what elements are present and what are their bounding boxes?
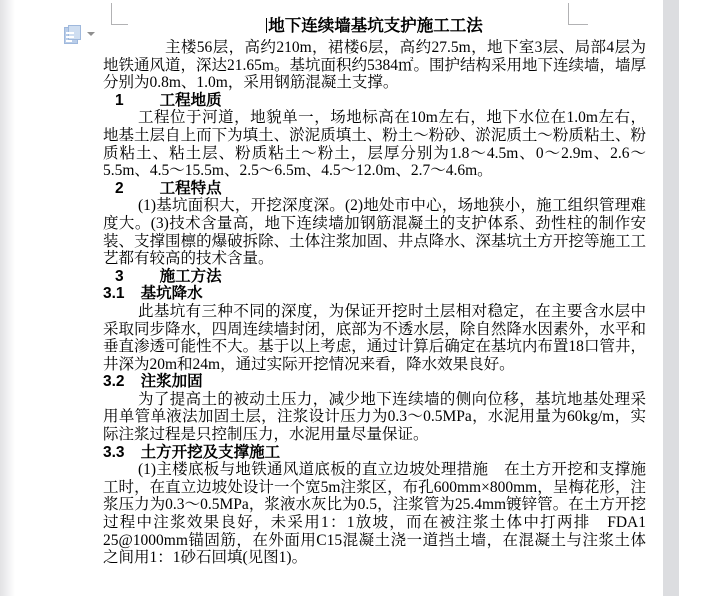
heading-number: 1 xyxy=(115,91,124,109)
paragraph-features[interactable]: (1)基坑面积大，开挖深度深。(2)地处市中心，场地狭小，施工组织管理难度大。(3)技术含量高，地下连续墙加钢筋混凝土的支护体系、劲性柱的制作安装、支撑围檩的爆破拆除、土体注浆加固、井点降水、深基坑土方开挖等施工工艺都有较高的技术含量。 xyxy=(103,197,646,268)
heading-number: 3.1 xyxy=(103,285,125,303)
paragraph-excavation[interactable]: (1)主楼底板与地铁通风道底板的直立边坡处理措施 在土方开挖和支撑施工时，在直立边坡处设计一个宽5m注浆区，布孔600mm×800mm，呈梅花形，注浆压力为0.3～0.5MPa，浆液水灰比为0.5，注浆管为25.4mm镀锌管。在土方开挖过程中注浆效果良好，未采用1：1放坡，而在被注浆土体中打两排 FDA1 25@1000mm锚固筋，在外面用C15混凝土浇一道挡土墙，在混凝土与注浆土体之间用1：1砂石回填(见图1)。 xyxy=(103,461,662,567)
heading-text: 施工方法 xyxy=(159,267,222,285)
heading-number: 3 xyxy=(115,267,124,285)
heading-number: 2 xyxy=(115,179,124,197)
heading-number: 3.3 xyxy=(103,443,125,461)
heading-text: 工程特点 xyxy=(159,179,222,197)
heading-3-2[interactable] xyxy=(103,373,646,391)
workspace-left-edge xyxy=(0,0,15,596)
document-title-text: 地下连续墙基坑支护施工工法 xyxy=(268,17,483,35)
heading-number: 3.2 xyxy=(103,373,125,391)
heading-text: 土方开挖及支撑施工 xyxy=(140,443,281,461)
paragraph-dewatering[interactable]: 此基坑有三种不同的深度，为保证开挖时土层相对稳定，在主要含水层中采取同步降水，四周连续墙封闭，底部为不透水层，除自然降水因素外，水平和垂直渗透可能性不大。基于以上考虑，通过计算后确定在基坑内布置18口管井，井深为20m和24m，通过实际开挖情况来看，降水效果良好。 xyxy=(103,302,646,373)
heading-3-3[interactable] xyxy=(103,444,646,462)
vertical-scrollbar[interactable] xyxy=(663,0,679,596)
paragraph-grouting[interactable]: 为了提高土的被动土压力，减少地下连续墙的侧向位移，基坑地基处理采用单管单液法加固土层，注浆设计压力为0.3～0.5MPa，水泥用量为60kg/m，实际注浆过程是只控制压力，水泥用量尽量保证。 xyxy=(103,390,646,444)
heading-text: 工程地质 xyxy=(159,91,222,109)
heading-text: 基坑降水 xyxy=(140,285,203,303)
dropdown-arrow-icon[interactable] xyxy=(87,32,95,36)
clipboard-paste-icon xyxy=(64,25,81,44)
paragraph-intro[interactable]: 主楼56层，高约210m，裙楼6层，高约27.5m，地下室3层、局部4层为地铁通风道，深达21.65m。基坑面积约5384㎡。围护结构采用地下连续墙，墙厚分别为0.8m、1.0m，采用钢筋混凝土支撑。 xyxy=(103,39,646,92)
heading-text: 注浆加固 xyxy=(140,373,203,391)
paste-options-button[interactable] xyxy=(64,23,100,45)
paragraph-geology[interactable]: 工程位于河道，地貌单一，场地标高在10m左右，地下水位在1.0m左右，地基土层自上而下为填土、淤泥质填土、粉土～粉砂、淤泥质土～粉质粘土、粉质粘土、粘土层、粉质粘土～粉土，层厚分别为1.8～4.5m、0～2.9m、2.6～5.5m、4.5～15.5m、2.5～6.5m、4.5～12.0m、2.7～4.6m。 xyxy=(103,109,646,180)
document-title[interactable] xyxy=(103,17,646,36)
heading-1[interactable] xyxy=(103,92,646,110)
heading-3-1[interactable] xyxy=(103,285,646,303)
heading-3[interactable] xyxy=(103,268,646,286)
heading-2[interactable] xyxy=(103,180,646,198)
document-page[interactable] xyxy=(103,17,662,567)
